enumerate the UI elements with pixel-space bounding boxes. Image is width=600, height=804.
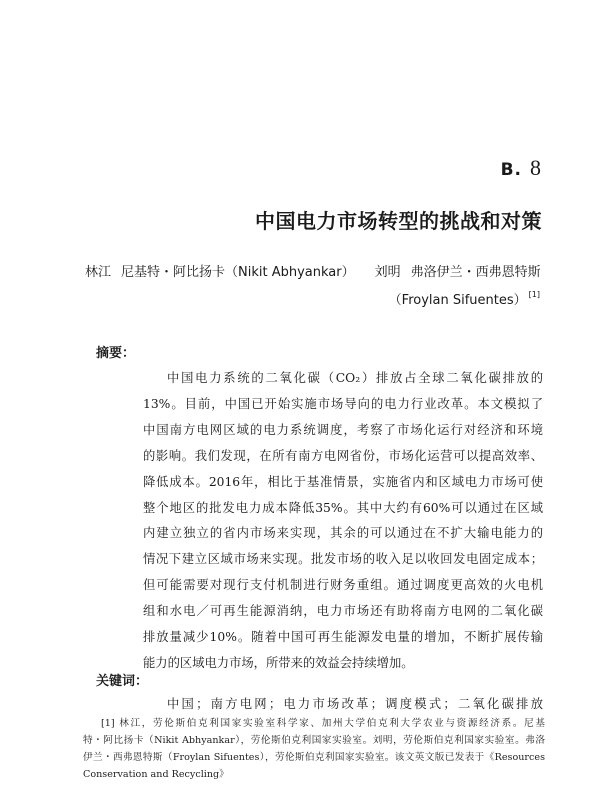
footnote-line: Conservation and Recycling》 (83, 769, 229, 780)
chapter-number-value: 8 (530, 155, 542, 180)
footnote-ref[interactable]: [1] (528, 290, 540, 299)
abstract-line: 能力的区域电力市场，所带来的效益会持续增加。 (143, 655, 414, 670)
abstract-line: 情况下建立区域市场来实现。批发市场的收入足以收回发电固定成本； (143, 552, 543, 567)
chapter-number (501, 155, 542, 181)
abstract-label: 摘要： (96, 346, 136, 361)
abstract-line: 中国南方电网区域的电力系统调度，考察了市场化运行对经济和环境 (143, 422, 543, 437)
chapter-title: 中国电力市场转型的挑战和对策 (255, 209, 542, 233)
book-series-mark: B. (500, 160, 522, 180)
author-1: 林江 (85, 265, 112, 280)
abstract-line: 中国电力系统的二氧化碳（CO₂）排放占全球二氧化碳排放的 (167, 371, 543, 385)
author-3: 刘明 (374, 265, 401, 280)
author-4: 弗洛伊兰・西弗恩特斯 (410, 265, 541, 280)
author-2: 尼基特・阿比扬卡（Nikit Abhyankar） (121, 265, 355, 280)
footnote-line: [1] 林江，劳伦斯伯克利国家实验室科学家、加州大学伯克利大学农业与资源经济系。尼基 (101, 718, 545, 729)
author-4-english: （Froylan Sifuentes） (388, 293, 527, 308)
footnote-line: 伊兰・西弗恩特斯（Froylan Sifuentes），劳伦斯伯克利国家实验室。该文英文版已发表于《Resources (83, 752, 545, 763)
abstract-line: 组和水电／可再生能源消纳，电力市场还有助将南方电网的二氧化碳 (143, 604, 543, 619)
abstract-line: 但可能需要对现行支付机制进行财务重组。通过调度更高效的火电机 (143, 578, 543, 593)
keywords-label: 关键词： (96, 674, 149, 689)
abstract-line: 降低成本。2016年，相比于基准情景，实施省内和区域电力市场可使 (143, 474, 543, 489)
abstract-line: 13%。目前，中国已开始实施市场导向的电力行业改革。本文模拟了 (143, 396, 543, 411)
abstract-line: 内建立独立的省内市场来实现，其余的可以通过在不扩大输电能力的 (143, 526, 543, 541)
authors-line-2 (389, 289, 540, 308)
abstract-line: 排放量减少10%。随着中国可再生能源发电量的增加，不断扩展传输 (143, 630, 543, 645)
keywords-list: 中国；南方电网；电力市场改革；调度模式；二氧化碳排放 (167, 697, 543, 711)
abstract-line: 的影响。我们发现，在所有南方电网省份，市场化运营可以提高效率、 (143, 448, 543, 463)
authors-line-1 (85, 261, 541, 280)
abstract-body (143, 366, 543, 677)
footnote (83, 715, 545, 783)
abstract-line: 整个地区的批发电力成本降低35%。其中大约有60%可以通过在区域 (143, 500, 543, 515)
footnote-line: 特・阿比扬卡（Nikit Abhyankar），劳伦斯伯克利国家实验室。刘明，劳伦斯伯克利国家实验室。弗洛 (83, 735, 545, 746)
